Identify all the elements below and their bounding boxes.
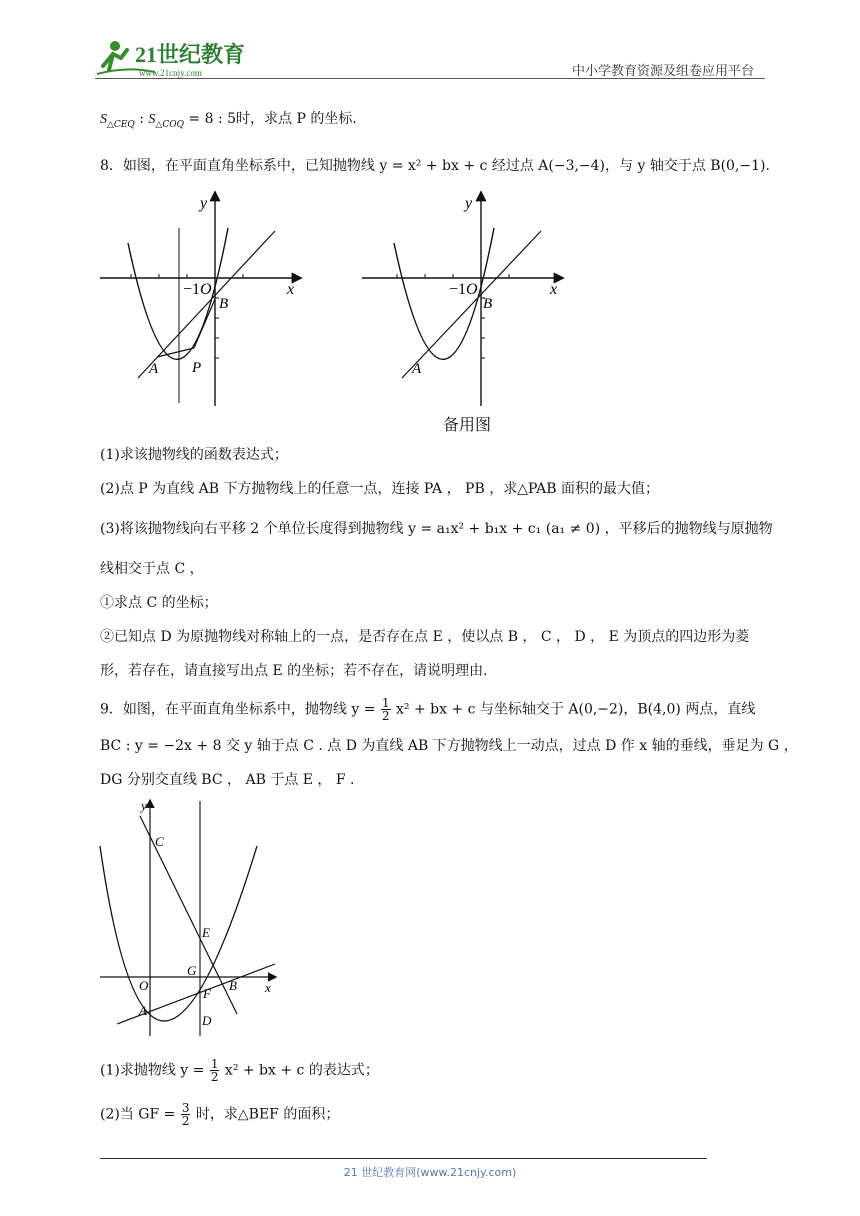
q9-part2: (2)当 GF = $\frac{3}{2}$ 时，求△BEF 的面积； — [100, 1101, 340, 1128]
logo-text: 21世纪教育 — [135, 42, 246, 67]
point-g-label: G — [187, 963, 197, 978]
point-b-label: B — [483, 296, 493, 312]
q8-part2: (2)点 P 为直线 AB 下方抛物线上的任意一点，连接 PA ， PB ，求△PAB 面积的最大值； — [100, 481, 659, 497]
point-f-label: F — [203, 986, 211, 1001]
neg-one-label: −1 — [449, 281, 467, 298]
header-rule — [95, 78, 765, 79]
q8-part3-b: 线相交于点 C ， — [100, 561, 204, 577]
q9-figure — [95, 796, 285, 1041]
line-ab — [402, 231, 541, 378]
point-c-label: C — [155, 834, 164, 849]
q9-intro-a — [100, 697, 755, 722]
figure-caption: 备用图 — [443, 415, 492, 434]
q8-part3-e: 形，若存在，请直接写出点 E 的坐标；若不存在，请说明理由. — [100, 663, 488, 679]
point-a-label: A — [139, 1003, 147, 1018]
site-logo — [95, 36, 255, 80]
fraction-half: $\frac{1}{2}$ — [210, 1057, 219, 1084]
line-ab — [138, 231, 275, 378]
top-ratio-line: $S_{\triangle CEQ}$ : $S_{\triangle COQ} = 8$ : 5时，求点 P 的坐标. — [100, 111, 357, 130]
top-line-suffix: 时，求点 P 的坐标. — [236, 111, 357, 127]
x-label: x — [287, 281, 295, 298]
q8-intro: 8．如图，在平面直角坐标系中，已知抛物线 y = x² + bx + c 经过点 A(−3,−4)，与 y 轴交于点 B(0,−1). — [100, 158, 770, 174]
fraction-half: $\frac{1}{2}$ — [381, 696, 390, 723]
y-label: y — [465, 195, 473, 212]
footer-text: 21 世纪教育网(www.21cnjy.com) — [343, 1166, 517, 1179]
q8-part3-c: ①求点 C 的坐标； — [100, 595, 218, 611]
logo-url-text: www.21cnjy.com — [139, 68, 202, 78]
y-label: y — [200, 195, 208, 212]
point-d-label: D — [202, 1013, 212, 1028]
footer-rule — [100, 1158, 707, 1159]
origin-label: O — [200, 281, 212, 298]
q8-figure-main — [95, 188, 310, 413]
x-label: x — [265, 980, 271, 995]
q9-part1: (1)求抛物线 y = $\frac{1}{2}$ x² + bx + c 的表达式； — [100, 1057, 379, 1084]
x-label: x — [550, 281, 558, 298]
q9-intro-a2: x² + bx + c 与坐标轴交于 A(0,−2)，B(4,0) 两点，直线 — [396, 701, 756, 718]
neg-one-label: −1 — [183, 281, 201, 298]
q9-intro-a1: 9．如图，在平面直角坐标系中，抛物线 y = — [100, 701, 376, 718]
parabola — [394, 228, 494, 359]
origin-label: O — [139, 978, 149, 993]
parabola — [100, 846, 257, 1021]
y-label: y — [141, 798, 147, 813]
q9-intro-c: DG 分别交直线 BC ， AB 于点 E ， F . — [100, 772, 355, 788]
origin-label: O — [466, 281, 478, 298]
q8-part3-a: (3)将该抛物线向右平移 2 个单位长度得到抛物线 y = a₁x² + b₁x + c₁ (a₁ ≠ 0) ，平移后的抛物线与原抛物 — [100, 521, 773, 537]
platform-name: 中小学教育资源及组卷应用平台 — [572, 64, 755, 79]
point-p-label: P — [192, 360, 202, 376]
fraction-three-halves: $\frac{3}{2}$ — [181, 1101, 190, 1128]
point-a-label: A — [412, 361, 422, 377]
q8-part1: (1)求该抛物线的函数表达式； — [100, 447, 288, 463]
point-a-label: A — [149, 361, 159, 377]
point-b-label: B — [229, 978, 237, 993]
q8-figure-backup — [357, 188, 572, 413]
parabola — [128, 228, 228, 359]
q9-intro-b: BC : y = −2x + 8 交 y 轴于点 C . 点 D 为直线 AB 下方抛物线上一动点，过点 D 作 x 轴的垂线，垂足为 G ， — [100, 738, 798, 754]
point-e-label: E — [202, 925, 210, 940]
point-b-label: B — [219, 296, 229, 312]
q8-part3-d: ②已知点 D 为原抛物线对称轴上的一点，是否存在点 E ，使以点 B ， C ， D ， E 为顶点的四边形为菱 — [100, 629, 750, 645]
